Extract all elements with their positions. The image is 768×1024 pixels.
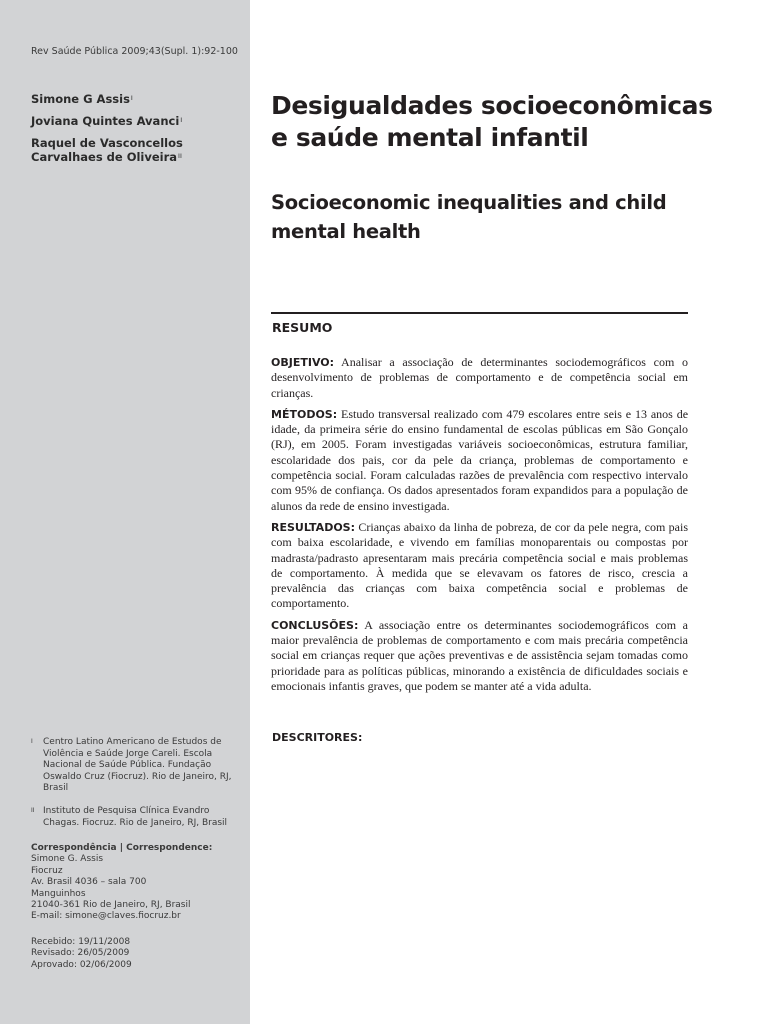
affiliation-text (31, 737, 241, 795)
affiliation-mark: II (31, 807, 35, 814)
affiliation-line: Oswaldo Cruz (Fiocruz). Rio de Janeiro, RJ, (43, 771, 232, 782)
section-label: RESULTADOS: (271, 520, 355, 534)
affiliation-line: Brasil (43, 783, 69, 793)
affiliation-text (31, 806, 241, 829)
article-title-portuguese (271, 90, 711, 154)
correspondence-line: Manguinhos (31, 888, 86, 899)
article-title-english (271, 188, 711, 246)
affiliation-line: Instituto de Pesquisa Clínica Evandro (43, 806, 210, 816)
section-label: CONCLUSÕES: (271, 618, 359, 632)
correspondence-heading: Correspondência | Correspondence: (31, 843, 213, 853)
author-name-line1: Raquel de Vasconcellos (31, 136, 183, 150)
section-label: OBJETIVO: (271, 356, 335, 369)
affiliation-mark: II (178, 152, 182, 160)
section-label: MÉTODOS: (271, 407, 338, 421)
section-text: Crianças abaixo da linha de pobreza, de cor da pele negra, com pais com baixa escolaridade, e vivendo em famílias monoparentais ou compostas por madrasta/padrasto apresentaram mais precária competência social e mais problemas de comportamento. À medida que se elevavam os fatores de risco, crescia a prevalência das crianças com baixa competência social e problemas de comportamento. (271, 519, 688, 611)
affiliation-mark: I (31, 738, 33, 745)
affiliation-mark: I (130, 94, 133, 102)
correspondence-line: Simone G. Assis (31, 854, 104, 865)
author-2 (31, 114, 241, 128)
author-name: Simone G Assis (31, 92, 130, 106)
affiliation-mark: I (180, 116, 183, 124)
journal-citation: Rev Saúde Pública 2009;43(Supl. 1):92-100 (31, 46, 238, 57)
section-text: Estudo transversal realizado com 479 escolares entre seis e 13 anos de idade, da primeira série do ensino fundamental de escolas públicas em São Gonçalo (RJ), em 2005. Foram investigadas variáveis socioeconômicas, estrutura familiar, escolaridade dos pais, cor da pele da criança, problemas de comportamento e competência social. Foram calculadas razões de prevalência com respectivo intervalo com 95% de confiança. Os dados apresentados foram expandidos para a população de alunos da rede de ensino investigada. (271, 406, 689, 513)
abstract-results (271, 520, 688, 612)
affiliation-line: Violência e Saúde Jorge Careli. Escola (43, 748, 213, 759)
date-approved: Aprovado: 02/06/2009 (31, 959, 132, 970)
affiliation-line: Chagas. Fiocruz. Rio de Janeiro, RJ, Brasil (43, 817, 228, 828)
author-name: Joviana Quintes Avanci (31, 114, 180, 128)
abstract-body (271, 355, 688, 700)
title-line: mental health (271, 220, 421, 243)
correspondence-block (31, 843, 241, 923)
correspondence-line: 21040-361 Rio de Janeiro, RJ, Brasil (31, 900, 191, 911)
affiliation-1 (31, 737, 241, 795)
abstract-methods (271, 407, 688, 514)
title-line: Desigualdades socioeconômicas (271, 91, 713, 120)
title-line: Socioeconomic inequalities and child (271, 191, 667, 214)
correspondence-email: E-mail: simone@claves.fiocruz.br (31, 911, 181, 922)
date-received: Recebido: 19/11/2008 (31, 937, 131, 947)
author-3 (31, 136, 241, 164)
affiliation-line: Centro Latino Americano de Estudos de (43, 737, 222, 747)
section-text: Analisar a associação de determinantes sociodemográficos com o desenvolvimento de problemas de comportamento e de competência social em crianças. (271, 355, 688, 400)
date-revised: Revisado: 26/05/2009 (31, 948, 130, 959)
affiliation-2 (31, 806, 241, 829)
abstract-objective (271, 355, 688, 401)
section-divider (271, 312, 688, 314)
descriptors-label: DESCRITORES: (272, 731, 363, 744)
correspondence-line: Fiocruz (31, 865, 63, 876)
author-list (31, 92, 241, 172)
abstract-heading: RESUMO (272, 320, 333, 335)
author-1 (31, 92, 241, 106)
title-line: e saúde mental infantil (271, 123, 589, 152)
correspondence-line: Av. Brasil 4036 – sala 700 (31, 877, 147, 888)
affiliation-line: Nacional de Saúde Pública. Fundação (43, 760, 212, 770)
submission-dates (31, 937, 241, 971)
author-name-line2: Carvalhaes de Oliveira (31, 150, 178, 164)
abstract-conclusions (271, 618, 688, 694)
section-text: A associação entre os determinantes sociodemográficos com a maior prevalência de problemas de comportamento e com mais precária competência social em crianças requer que ações preventivas e de assistência sejam tomadas como prioridade para as políticas públicas, minorando a existência de dificuldades sociais e emocionais infantis graves, que podem se manter até a vida adulta. (271, 617, 688, 693)
